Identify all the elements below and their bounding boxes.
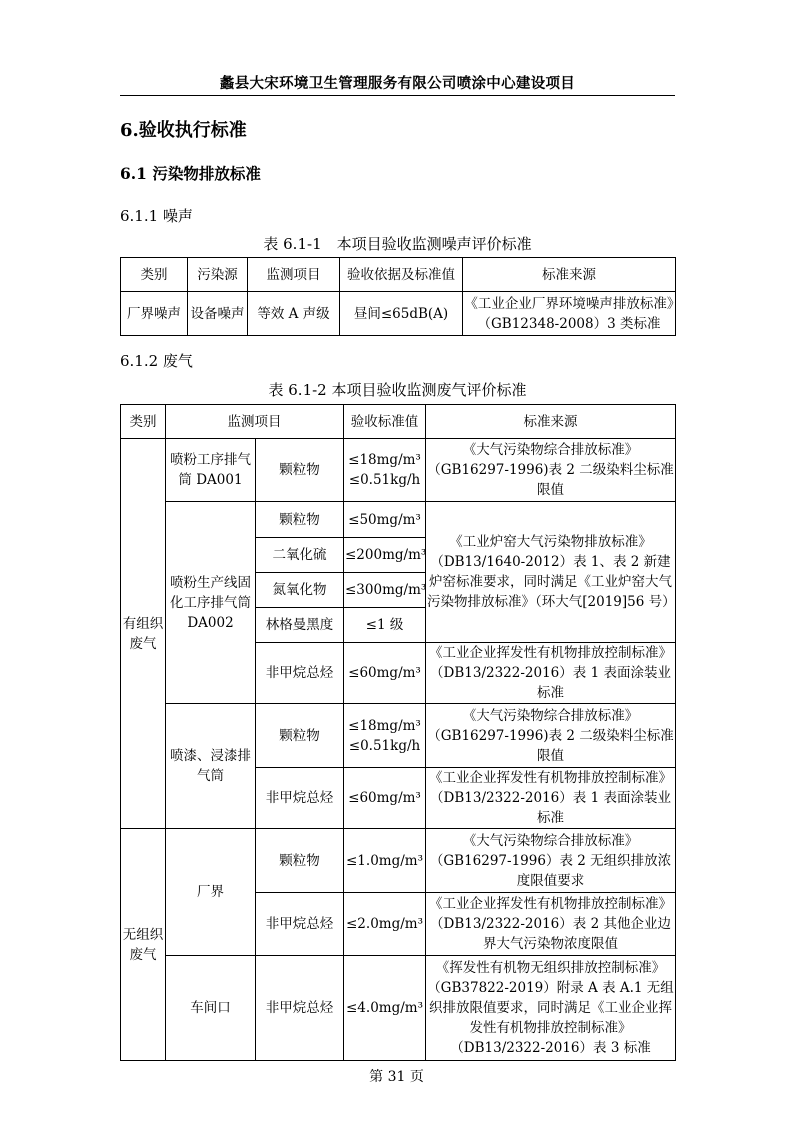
table-cell: 《工业企业厂界环境噪声排放标准》（GB12348-2008）3 类标准 bbox=[463, 292, 676, 336]
header-cell: 标准来源 bbox=[463, 258, 676, 292]
section-title: 6.验收执行标准 bbox=[120, 120, 247, 141]
header-cell: 类别 bbox=[121, 258, 188, 292]
parameter-cell: 非甲烷总烃 bbox=[256, 643, 344, 704]
table-row bbox=[121, 502, 676, 538]
standard-cell: 《大气污染物综合排放标准》（GB16297-1996)表 2 二级染料尘标准限值 bbox=[426, 439, 676, 502]
value-cell: ≤2.0mg/m³ bbox=[344, 893, 426, 956]
source-cell: 喷粉生产线固化工序排气筒 DA002 bbox=[166, 502, 256, 704]
value-cell: ≤1.0mg/m³ bbox=[344, 829, 426, 893]
noise-heading: 6.1.1 噪声 bbox=[120, 207, 193, 225]
parameter-cell: 颗粒物 bbox=[256, 502, 344, 538]
source-cell: 车间口 bbox=[166, 956, 256, 1061]
value-cell: ≤18mg/m³ ≤0.51kg/h bbox=[344, 439, 426, 502]
category-cell: 有组织废气 bbox=[121, 439, 166, 829]
standard-cell: 《工业企业挥发性有机物排放控制标准》（DB13/2322-2016）表 2 其他企业边界大气污染物浓度限值 bbox=[426, 893, 676, 956]
header-cell: 污染源 bbox=[188, 258, 248, 292]
standard-cell: 《大气污染物综合排放标准》（GB16297-1996)表 2 二级染料尘标准限值 bbox=[426, 704, 676, 768]
parameter-cell: 非甲烷总烃 bbox=[256, 956, 344, 1061]
gas-table bbox=[120, 404, 676, 1061]
table-header-row bbox=[121, 405, 676, 439]
table-header-row bbox=[121, 258, 676, 292]
noise-table-caption: 表 6.1-1 本项目验收监测噪声评价标准 bbox=[263, 235, 532, 253]
table-cell: 昼间≤65dB(A) bbox=[340, 292, 463, 336]
subsection-title: 6.1 污染物排放标准 bbox=[120, 164, 261, 183]
header-cell: 类别 bbox=[121, 405, 166, 439]
running-header: 蠡县大宋环境卫生管理服务有限公司喷涂中心建设项目 bbox=[219, 75, 576, 92]
source-cell: 喷粉工序排气筒 DA001 bbox=[166, 439, 256, 502]
standard-cell: 《挥发性有机物无组织排放控制标准》（GB37822-2019）附录 A 表 A.1 无组织排放限值要求，同时满足《工业企业挥发性有机物排放控制标准》（DB13/2322-2016）表 3 标准 bbox=[426, 956, 676, 1061]
header-cell: 标准来源 bbox=[426, 405, 676, 439]
value-cell: ≤1 级 bbox=[344, 608, 426, 643]
category-cell: 无组织废气 bbox=[121, 829, 166, 1061]
standard-cell: 《工业企业挥发性有机物排放控制标准》（DB13/2322-2016）表 1 表面涂装业标准 bbox=[426, 768, 676, 829]
value-cell: ≤60mg/m³ bbox=[344, 643, 426, 704]
parameter-cell: 颗粒物 bbox=[256, 829, 344, 893]
parameter-cell: 氮氧化物 bbox=[256, 573, 344, 608]
table-row bbox=[121, 829, 676, 893]
table-cell: 设备噪声 bbox=[188, 292, 248, 336]
header-cell: 监测项目 bbox=[166, 405, 344, 439]
source-cell: 喷漆、浸漆排气筒 bbox=[166, 704, 256, 829]
header-cell: 验收依据及标准值 bbox=[340, 258, 463, 292]
table-row bbox=[121, 292, 676, 336]
value-cell: ≤18mg/m³ ≤0.51kg/h bbox=[344, 704, 426, 768]
parameter-cell: 非甲烷总烃 bbox=[256, 893, 344, 956]
table-row bbox=[121, 704, 676, 768]
noise-table bbox=[120, 257, 676, 336]
standard-cell: 《工业企业挥发性有机物排放控制标准》（DB13/2322-2016）表 1 表面涂装业标准 bbox=[426, 643, 676, 704]
page-number: 第 31 页 bbox=[369, 1069, 424, 1085]
table-row bbox=[121, 439, 676, 502]
table-cell: 等效 A 声级 bbox=[248, 292, 340, 336]
parameter-cell: 林格曼黑度 bbox=[256, 608, 344, 643]
standard-cell: 《大气污染物综合排放标准》（GB16297-1996）表 2 无组织排放浓度限值要求 bbox=[426, 829, 676, 893]
table-row bbox=[121, 956, 676, 1061]
gas-table-caption: 表 6.1-2 本项目验收监测废气评价标准 bbox=[268, 381, 527, 399]
source-cell: 厂界 bbox=[166, 829, 256, 956]
value-cell: ≤4.0mg/m³ bbox=[344, 956, 426, 1061]
value-cell: ≤50mg/m³ bbox=[344, 502, 426, 538]
header-cell: 监测项目 bbox=[248, 258, 340, 292]
gas-heading: 6.1.2 废气 bbox=[120, 352, 193, 370]
table-cell: 厂界噪声 bbox=[121, 292, 188, 336]
value-cell: ≤300mg/m³ bbox=[344, 573, 426, 608]
value-cell: ≤60mg/m³ bbox=[344, 768, 426, 829]
parameter-cell: 颗粒物 bbox=[256, 704, 344, 768]
header-cell: 验收标准值 bbox=[344, 405, 426, 439]
standard-cell: 《工业炉窑大气污染物排放标准》（DB13/1640-2012）表 1、表 2 新建炉窑标准要求，同时满足《工业炉窑大气污染物排放标准》（环大气[2019]56 号） bbox=[426, 502, 676, 643]
header-rule bbox=[120, 95, 675, 96]
parameter-cell: 颗粒物 bbox=[256, 439, 344, 502]
parameter-cell: 二氧化硫 bbox=[256, 538, 344, 573]
value-cell: ≤200mg/m³ bbox=[344, 538, 426, 573]
parameter-cell: 非甲烷总烃 bbox=[256, 768, 344, 829]
